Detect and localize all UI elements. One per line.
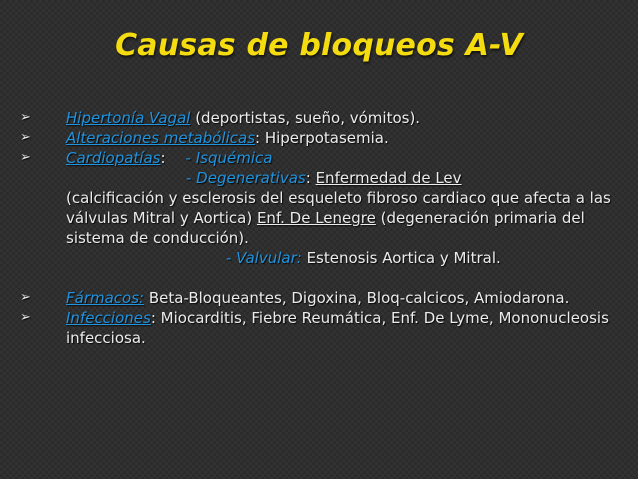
lenegre-link[interactable]: Enf. De Lenegre bbox=[256, 209, 376, 227]
lev-description: (calcificación y esclerosis del esqueleto fibroso cardiaco que afecta a las válvulas Mitral y Aortica) bbox=[66, 189, 611, 227]
list-item-cardiopatias bbox=[14, 148, 624, 268]
subtype-isquemica: - Isquémica bbox=[185, 149, 273, 167]
spacer bbox=[14, 268, 624, 288]
item-text: : Miocarditis, Fiebre Reumática, Enf. De Lyme, Mononucleosis infecciosa. bbox=[66, 309, 609, 347]
list-item-infecciones bbox=[14, 308, 624, 348]
subtype-degenerativas: - Degenerativas bbox=[186, 169, 306, 187]
keyword-link[interactable]: Fármacos: bbox=[66, 289, 145, 307]
keyword-link[interactable]: Infecciones bbox=[66, 309, 151, 327]
bullet-list bbox=[14, 108, 624, 348]
arrow-bullet-icon: ➢ bbox=[20, 150, 31, 165]
keyword-link[interactable]: Cardiopatías bbox=[66, 149, 161, 167]
keyword-link[interactable]: Alteraciones metabólicas bbox=[66, 129, 256, 147]
item-text: (deportistas, sueño, vómitos). bbox=[190, 109, 421, 127]
slide-title: Causas de bloqueos A-V bbox=[115, 28, 523, 63]
item-text: : Hiperpotasemia. bbox=[255, 129, 389, 147]
subtype-valvular: - Valvular: bbox=[226, 249, 302, 267]
lev-link[interactable]: Enfermedad de Lev bbox=[315, 169, 462, 187]
arrow-bullet-icon: ➢ bbox=[20, 110, 31, 125]
list-item-farmacos bbox=[14, 288, 624, 308]
item-text: Beta-Bloqueantes, Digoxina, Bloq-calcicos, Amiodarona. bbox=[144, 289, 570, 307]
keyword-link[interactable]: Hipertonía Vagal bbox=[66, 109, 191, 127]
item-separator: : bbox=[160, 149, 166, 167]
arrow-bullet-icon: ➢ bbox=[20, 290, 31, 305]
arrow-bullet-icon: ➢ bbox=[20, 130, 31, 145]
valvular-text: Estenosis Aortica y Mitral. bbox=[301, 249, 501, 267]
list-item-alteraciones bbox=[14, 128, 624, 148]
item-text: : bbox=[305, 169, 316, 187]
lenegre-description: (degeneración primaria del sistema de conducción). bbox=[66, 209, 585, 247]
list-item-hipertonia bbox=[14, 108, 624, 128]
arrow-bullet-icon: ➢ bbox=[20, 310, 31, 325]
